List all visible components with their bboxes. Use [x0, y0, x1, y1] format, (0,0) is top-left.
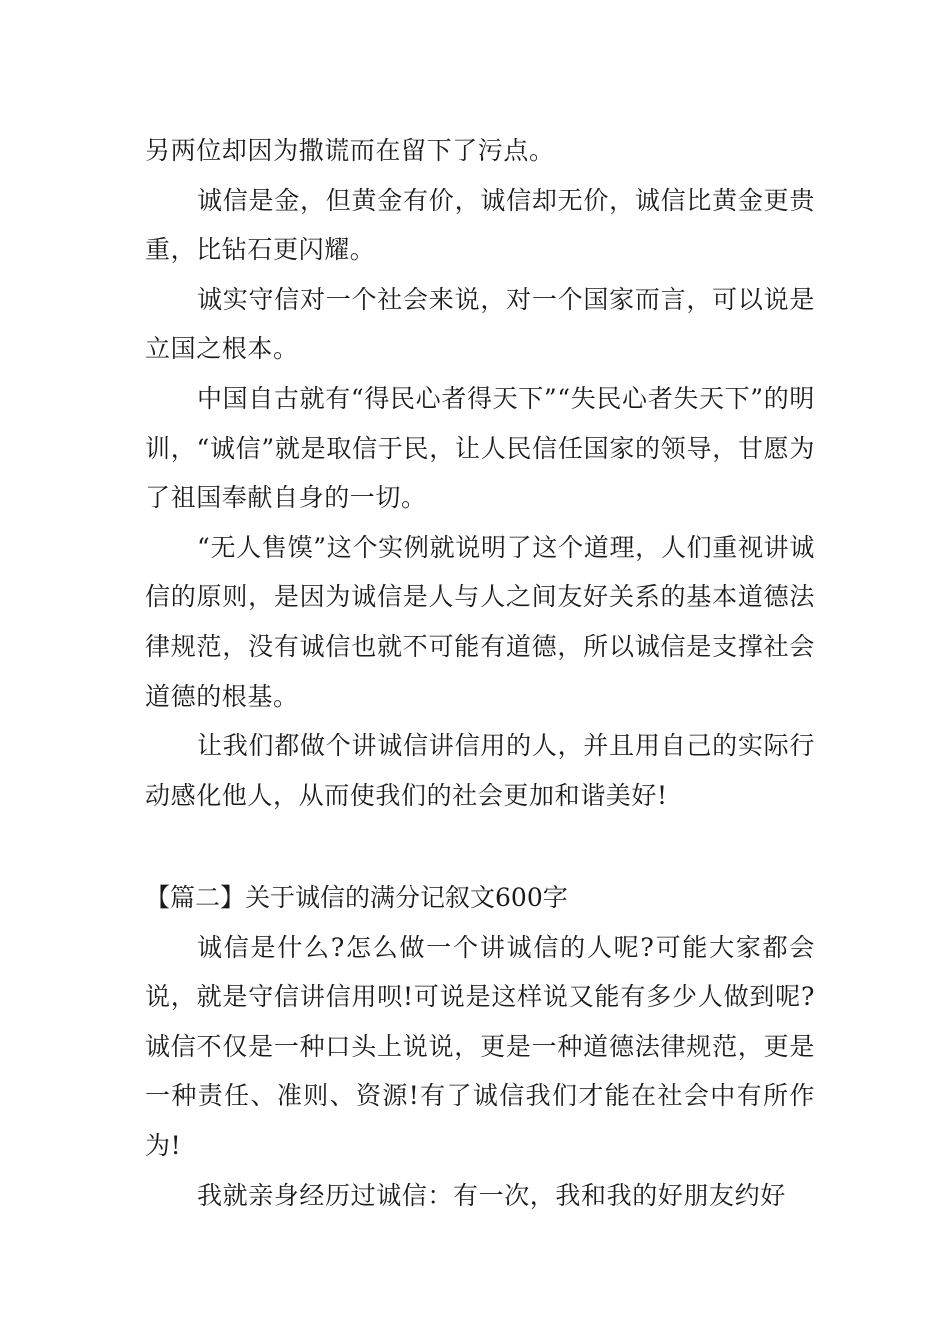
paragraph: 诚信是金，但黄金有价，诚信却无价，诚信比黄金更贵重，比钻石更闪耀。: [145, 185, 815, 265]
section-heading: 【篇二】关于诚信的满分记叙文600字: [145, 883, 568, 912]
article-2-body: [145, 873, 815, 1220]
paragraph: 中国自古就有“得民心者得天下”“失民心者失天下”的明训，“诚信”就是取信于民，让人民信任国家的领导，甘愿为了祖国奉献自身的一切。: [145, 383, 815, 513]
paragraph-continuation: 另两位却因为撒谎而在留下了污点。: [145, 136, 555, 165]
paragraph: 我就亲身经历过诚信：有一次，我和我的好朋友约好: [197, 1180, 786, 1210]
paragraph: “无人售馍”这个实例就说明了这个道理，人们重视讲诚信的原则，是因为诚信是人与人之间友好关系的基本道德法律规范，没有诚信也就不可能有道德，所以诚信是支撑社会道德的根基。: [145, 532, 815, 711]
article-1-body: [145, 126, 815, 820]
paragraph: 诚实守信对一个社会来说，对一个国家而言，可以说是立国之根本。: [145, 284, 815, 364]
paragraph: 诚信是什么?怎么做一个讲诚信的人呢?可能大家都会说，就是守信讲信用呗!可说是这样说又能有多少人做到呢?诚信不仅是一种口头上说说，更是一种道德法律规范，更是一种责任、准则、资源!有了诚信我们才能在社会中有所作为!: [145, 932, 815, 1160]
paragraph: 让我们都做个讲诚信讲信用的人，并且用自己的实际行动感化他人，从而使我们的社会更加和谐美好!: [145, 731, 815, 810]
